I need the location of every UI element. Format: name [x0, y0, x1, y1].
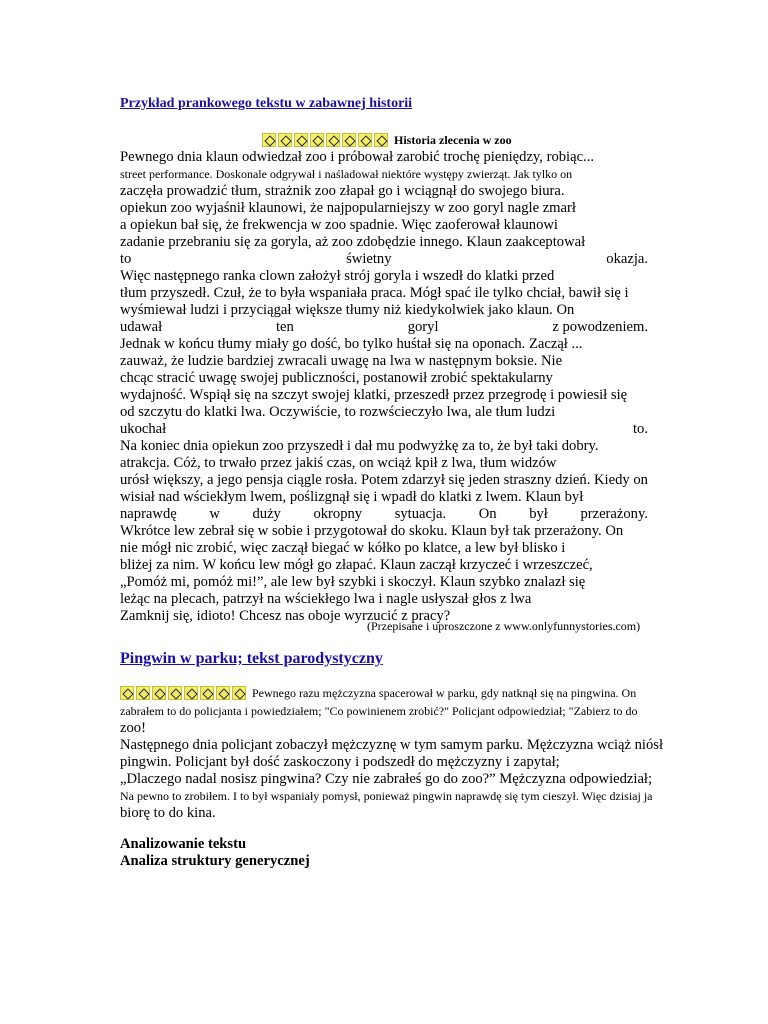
text-line: a opiekun bał się, że frekwencja w zoo spadnie. Więc zaoferował klaunowi — [120, 217, 558, 233]
text-line: Na pewno to zrobiłem. I to był wspaniały pomysł, ponieważ pingwin naprawdę się tym cieszył. Więc dzisiaj ja — [120, 789, 653, 803]
text-line — [120, 319, 648, 336]
title-link-prank-story[interactable]: Przykład prankowego tekstu w zabawnej historii — [120, 96, 413, 111]
text-line: wyśmiewał ludzi i przyciągał większe tłumy niż kiedykolwiek jako klaun. On — [120, 302, 575, 318]
text-line: Na koniec dnia opiekun zoo przyszedł i dał mu podwyżkę za to, że był taki dobry. — [120, 438, 599, 454]
story1-heading: Historia zlecenia w zoo — [394, 132, 512, 147]
text-line: tłum przyszedł. Czuł, że to była wspaniała praca. Mógł spać ile tylko chciał, bawił się i — [120, 285, 629, 301]
text-line — [120, 506, 648, 523]
text-line: Więc następnego ranka clown założył strój goryla i wszedł do klatki przed — [120, 268, 555, 284]
title-link-penguin[interactable]: Pingwin w parku; tekst parodystyczny — [120, 650, 383, 667]
text-line: Jednak w końcu tłumy miały go dość, bo tylko huśtał się na oponach. Zaczął ... — [120, 336, 583, 352]
word: On — [478, 506, 497, 522]
text-line: wydajność. Wspiął się na szczyt swojej klatki, przeszedł przez przegrodę i powiesił się — [120, 387, 628, 403]
story2-first-line — [120, 684, 636, 702]
text-line: biorę to do kina. — [120, 805, 216, 821]
word: goryl — [407, 319, 439, 335]
word: okazja. — [606, 251, 648, 267]
text-line: zadanie przebraniu się za goryla, aż zoo zdobędzie innego. Klaun zaakceptował — [120, 234, 586, 250]
text-line: bliżej za nim. W końcu lew mógł go złapać. Klaun zaczął krzyczeć i wrzeszczeć, — [120, 557, 593, 573]
text-line: chcąc stracić uwagę swojej publiczności, postanowił zrobić spektakularny — [120, 370, 553, 386]
word: to — [120, 251, 132, 267]
text-line: zauważ, że ludzie bardziej zwracali uwagę na lwa w następnym boksie. Nie — [120, 353, 563, 369]
text-line: Wkrótce lew zebrał się w sobie i przygotował do skoku. Klaun był tak przerażony. On — [120, 523, 624, 539]
word: był — [529, 506, 548, 522]
word: z powodzeniem. — [552, 319, 648, 335]
text-line: pingwin. Policjant był dość zaskoczony i podszedł do mężczyzny i zapytał; — [120, 754, 560, 770]
word: duży — [252, 506, 281, 522]
text-line: atrakcja. Cóż, to trwało przez jakiś czas, on wciąż kpił z lwa, tłum widzów — [120, 455, 557, 471]
story1-header — [262, 131, 512, 149]
word: sytuacja. — [394, 506, 447, 522]
text-line: „Dlaczego nadal nosisz pingwina? Czy nie zabrałeś go do zoo?” Mężczyzna odpowiedział; — [120, 771, 653, 787]
text-line: zabrałem to do policjanta i powiedziałem; "Co powinienem zrobić?" Policjant odpowiedział; "Zabierz to do — [120, 704, 638, 718]
word: ukochał — [120, 421, 167, 437]
text-line: Następnego dnia policjant zobaczył mężczyznę w tym samym parku. Mężczyzna wciąż niósł — [120, 737, 663, 753]
text-line: zoo! — [120, 720, 146, 736]
text-line: nie mógł nic zrobić, więc zaczął biegać w kółko po klatce, a lew był blisko i — [120, 540, 566, 556]
text-line: Zamknij się, idioto! Chcesz nas oboje wyrzucić z pracy? — [120, 608, 451, 624]
text-line: street performance. Doskonale odgrywał i naśladował niektóre występy zwierząt. Jak tylko on — [120, 167, 573, 181]
word: naprawdę — [120, 506, 177, 522]
decorative-icon-strip — [262, 133, 390, 147]
text-line: urósł większy, a jego pensja ciągle rosła. Potem zdarzył się jeden straszny dzień. Kiedy on — [120, 472, 648, 488]
text-line: od szczytu do klatki lwa. Oczywiście, to rozwścieczyło lwa, ale tłum ludzi — [120, 404, 556, 420]
story2-first-text: Pewnego razu mężczyzna spacerował w parku, gdy natknął się na pingwina. On — [252, 685, 637, 700]
text-line: opiekun zoo wyjaśnił klaunowi, że najpopularniejszy w zoo goryl nagle zmarł — [120, 200, 576, 216]
text-line: „Pomóż mi, pomóż mi!”, ale lew był szybki i skoczył. Klaun szybko znalazł się — [120, 574, 586, 590]
word: to. — [633, 421, 648, 437]
word: przerażony. — [580, 506, 648, 522]
word: udawał — [120, 319, 163, 335]
word: świetny — [346, 251, 392, 267]
word: w — [209, 506, 220, 522]
text-line: Pewnego dnia klaun odwiedzał zoo i próbował zarobić trochę pieniędzy, robiąc... — [120, 149, 594, 165]
text-line: zaczęła prowadzić tłum, strażnik zoo złapał go i wciągnął do swojego biura. — [120, 183, 565, 199]
text-line — [120, 251, 648, 268]
analysis-subheading: Analiza struktury generycznej — [120, 853, 310, 869]
word: okropny — [313, 506, 363, 522]
source-note: (Przepisane i uproszczone z www.onlyfunnystories.com) — [367, 619, 641, 633]
text-line: wisiał nad wściekłym lwem, poślizgnął się i wpadł do klatki z lwem. Klaun był — [120, 489, 584, 505]
analysis-heading: Analizowanie tekstu — [120, 836, 247, 852]
word: ten — [276, 319, 294, 335]
text-line: leżąc na plecach, patrzył na wściekłego lwa i nagle usłyszał głos z lwa — [120, 591, 532, 607]
decorative-icon-strip — [120, 686, 248, 700]
text-line — [120, 421, 648, 438]
